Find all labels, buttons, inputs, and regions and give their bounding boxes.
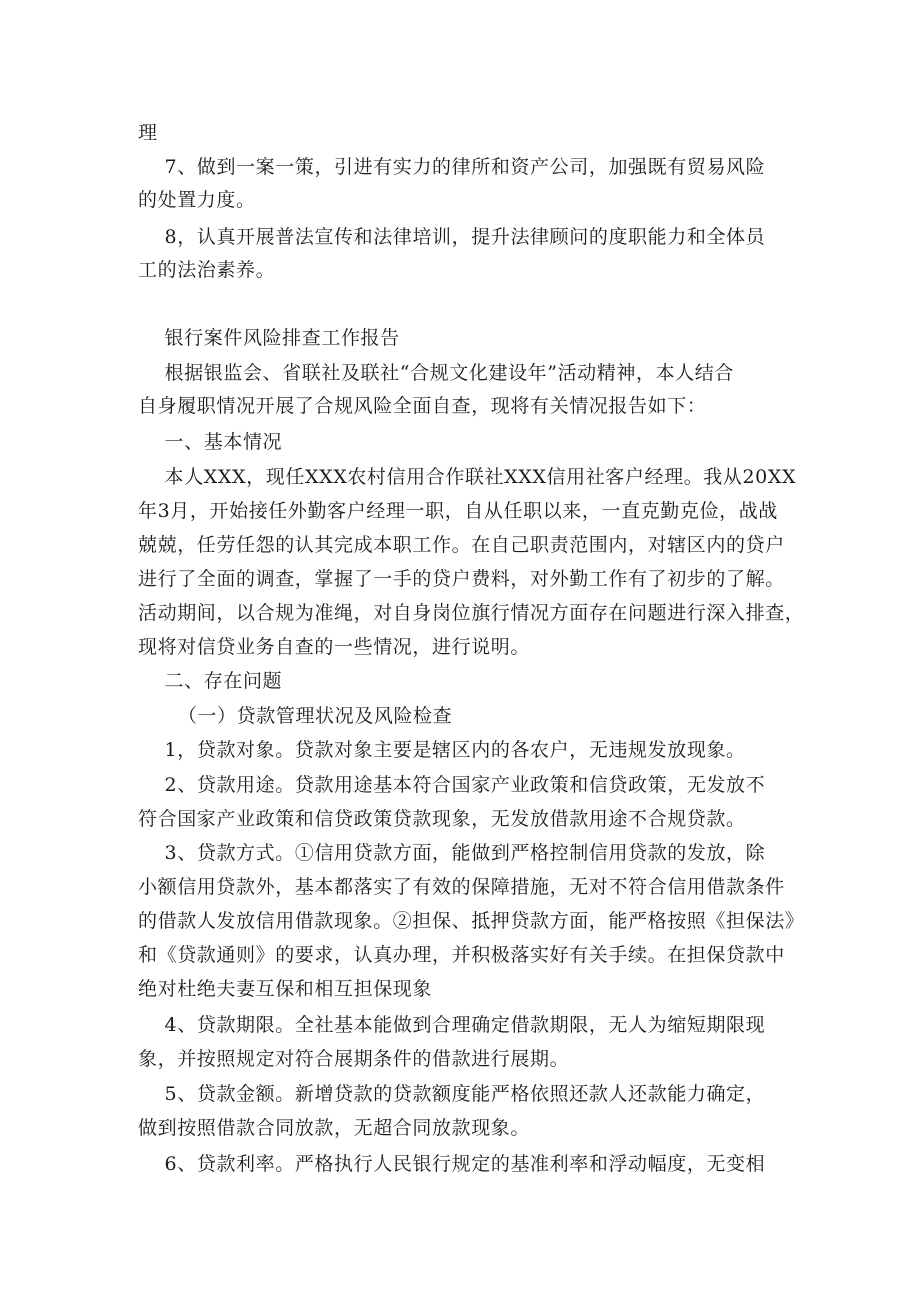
text-line: 4、贷款期限。全社基本能做到合理确定借款期限，无人为缩短期限现	[138, 1014, 766, 1036]
text-line: 的借款人发放信用借款现象。②担保、抵押贷款方面，能严格按照《担保法》	[138, 910, 805, 932]
text-line: 2、贷款用途。贷款用途基本符合国家产业政策和信贷政策，无发放不	[138, 774, 766, 796]
text-line: 本人XXX，现任XXX农村信用合作联社XXX信用社客户经理。我从20XX	[138, 466, 797, 488]
text-line: 和《贷款通则》的要求，认真办理，并积极落实好有关手续。在担保贷款中	[138, 944, 785, 966]
subsection-heading: （一）贷款管理状况及风险检查	[138, 705, 453, 727]
text-line: 进行了全面的调查，掌握了一手的贷户费料，对外勤工作有了初步的了解。	[138, 568, 785, 590]
text-line: 活动期间，以合规为准绳，对自身岗位旗行情况方面存在问题进行深入排查，	[138, 602, 805, 624]
text-line: 5、贷款金额。新增贷款的贷款额度能严格依照还款人还款能力确定，	[138, 1083, 766, 1105]
text-line: 1，贷款对象。贷款对象主要是辖区内的各农户，无违规发放现象。	[138, 739, 746, 761]
text-line: 自身履职情况开展了合规风险全面自查，现将有关情况报告如下：	[138, 395, 707, 417]
text-line: 7、做到一案一策，引进有实力的律所和资产公司，加强既有贸易风险	[138, 156, 766, 178]
text-line: 的处置力度。	[138, 189, 256, 211]
text-line: 现将对信贷业务自查的一些情况，进行说明。	[138, 636, 531, 658]
text-line: 绝对杜绝夫妻互保和相互担保现象	[138, 978, 433, 1000]
text-line: 年3月，开始接任外勤客户经理一职，自从任职以来，一直克勤克俭，战战	[138, 500, 778, 522]
text-line: 6、贷款利率。严格执行人民银行规定的基准利率和浮动幅度，无变相	[138, 1153, 766, 1175]
text-line: 象，并按照规定对符合展期条件的借款进行展期。	[138, 1048, 570, 1070]
text-line: 符合国家产业政策和信贷政策贷款现象，无发放借款用途不合规贷款。	[138, 808, 746, 830]
text-line: 3、贷款方式。①信用贷款方面，能做到严格控制信用贷款的发放，除	[138, 842, 766, 864]
text-line: 做到按照借款合同放款，无超合同放款现象。	[138, 1117, 531, 1139]
text-line: 兢兢，任劳任怨的认其完成本职工作。在自己职责范围内，对辖区内的贷户	[138, 534, 785, 556]
text-line: 根据银监会、省联社及联社“合规文化建设年”活动精神，本人结合	[138, 362, 734, 384]
text-line: 理	[138, 122, 158, 144]
text-line: 8，认真开展普法宣传和法律培训，提升法律顾问的度职能力和全体员	[138, 226, 766, 248]
text-line: 工的法治素养。	[138, 259, 276, 281]
section-heading: 一、基本情况	[138, 431, 283, 453]
report-title: 银行案件风险排查工作报告	[138, 327, 400, 349]
section-heading: 二、存在问题	[138, 670, 283, 692]
text-line: 小额信用贷款外，基本都落实了有效的保障措施，无对不符合信用借款条件	[138, 876, 785, 898]
